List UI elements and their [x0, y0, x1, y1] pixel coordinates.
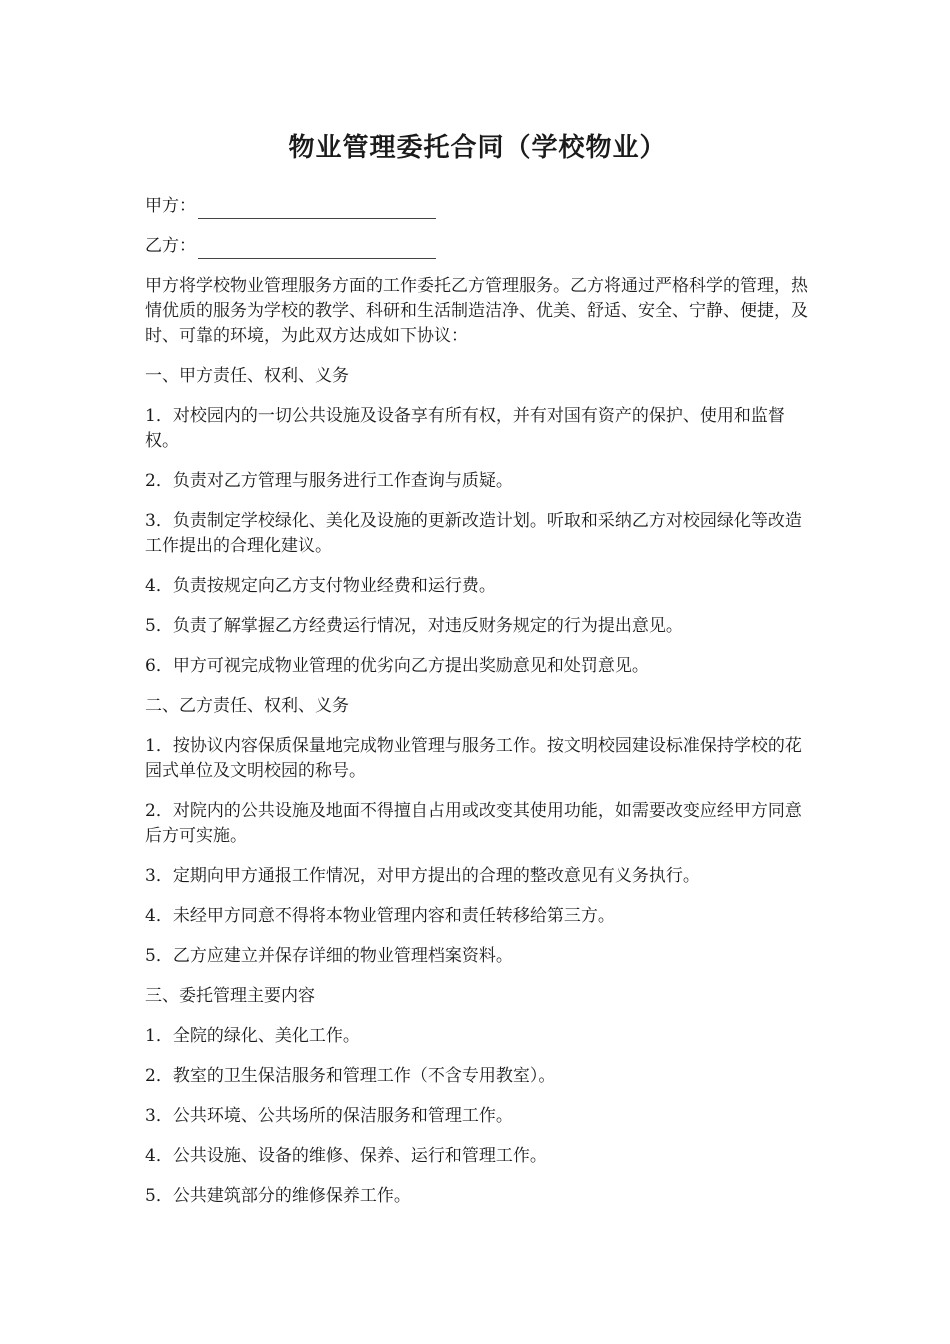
section-2-item: 2．对院内的公共设施及地面不得擅自占用或改变其使用功能，如需要改变应经甲方同意后方可实施。: [145, 801, 802, 846]
section-2-item: 3．定期向甲方通报工作情况，对甲方提出的合理的整改意见有义务执行。: [145, 866, 700, 886]
section-1-heading: 一、甲方责任、权利、义务: [145, 366, 349, 386]
document-title: 物业管理委托合同（学校物业）: [288, 133, 667, 163]
document-page: [145, 128, 810, 1224]
section-2-item: 5．乙方应建立并保存详细的物业管理档案资料。: [145, 946, 513, 966]
section-3-item: 3．公共环境、公共场所的保洁服务和管理工作。: [145, 1106, 513, 1126]
section-2-item: 1．按协议内容保质保量地完成物业管理与服务工作。按文明校园建设标准保持学校的花园式单位及文明校园的称号。: [145, 736, 802, 781]
section-3-item: 1．全院的绿化、美化工作。: [145, 1026, 360, 1046]
party-b-blank: [198, 240, 436, 259]
party-a-blank: [198, 200, 436, 219]
intro-paragraph: 甲方将学校物业管理服务方面的工作委托乙方管理服务。乙方将通过严格科学的管理，热情优质的服务为学校的教学、科研和生活制造洁净、优美、舒适、安全、宁静、便捷，及时、可靠的环境，为此双方达成如下协议：: [145, 276, 808, 346]
party-b-label: 乙方：: [145, 236, 196, 256]
section-3-item: 2．教室的卫生保洁服务和管理工作（不含专用教室）。: [145, 1066, 556, 1086]
section-1-item: 5．负责了解掌握乙方经费运行情况，对违反财务规定的行为提出意见。: [145, 616, 683, 636]
section-1-item: 6．甲方可视完成物业管理的优劣向乙方提出奖励意见和处罚意见。: [145, 656, 649, 676]
party-a-label: 甲方：: [145, 196, 196, 216]
section-1-item: 1．对校园内的一切公共设施及设备享有所有权，并有对国有资产的保护、使用和监督权。: [145, 406, 785, 451]
section-2-heading: 二、乙方责任、权利、义务: [145, 696, 349, 716]
section-3-item: 5．公共建筑部分的维修保养工作。: [145, 1186, 411, 1206]
section-3-heading: 三、委托管理主要内容: [145, 986, 315, 1006]
section-1-item: 2．负责对乙方管理与服务进行工作查询与质疑。: [145, 471, 513, 491]
section-1-item: 4．负责按规定向乙方支付物业经费和运行费。: [145, 576, 496, 596]
party-a-line: [145, 194, 810, 219]
section-2-item: 4．未经甲方同意不得将本物业管理内容和责任转移给第三方。: [145, 906, 615, 926]
section-1-item: 3．负责制定学校绿化、美化及设施的更新改造计划。听取和采纳乙方对校园绿化等改造工作提出的合理化建议。: [145, 511, 802, 556]
party-b-line: [145, 234, 810, 259]
section-3-item: 4．公共设施、设备的维修、保养、运行和管理工作。: [145, 1146, 547, 1166]
